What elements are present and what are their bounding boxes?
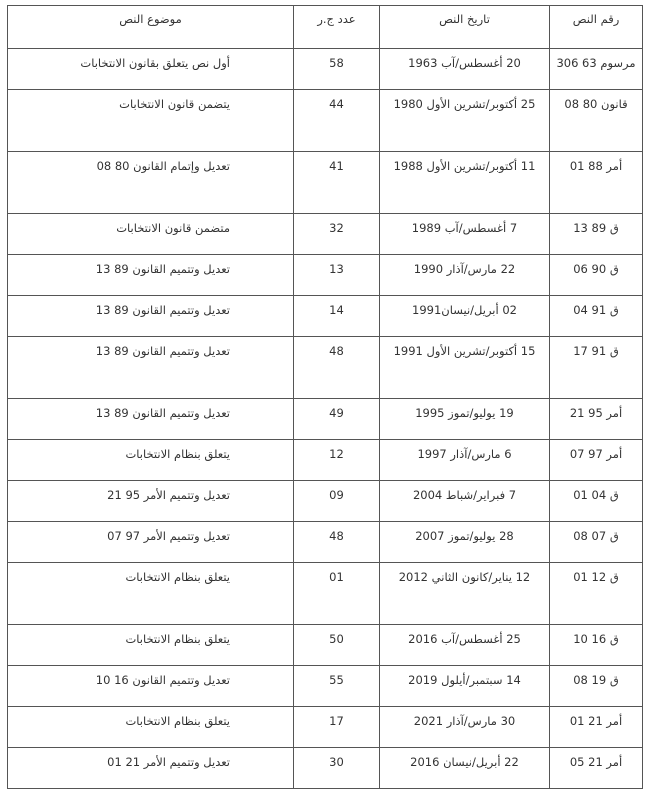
table-row <box>8 666 643 707</box>
cell-text-date: 12 يناير/كانون الثاني 2012 <box>380 563 550 625</box>
cell-journal-number: 01 <box>294 563 380 625</box>
table-row <box>8 399 643 440</box>
cell-journal-number: 12 <box>294 440 380 481</box>
cell-text-date: 30 مارس/آذار 2021 <box>380 707 550 748</box>
table-row <box>8 214 643 255</box>
cell-text-date: 14 سبتمبر/أيلول 2019 <box>380 666 550 707</box>
cell-text-number: ق 04 01 <box>550 481 643 522</box>
table-row <box>8 49 643 90</box>
cell-journal-number: 30 <box>294 748 380 789</box>
table-row <box>8 481 643 522</box>
cell-journal-number: 55 <box>294 666 380 707</box>
table-row <box>8 90 643 152</box>
cell-text-subject: تعديل وتتميم القانون 89 13 <box>8 337 294 399</box>
table-row <box>8 563 643 625</box>
cell-text-number: أمر 21 01 <box>550 707 643 748</box>
cell-journal-number: 32 <box>294 214 380 255</box>
cell-text-date: 22 مارس/آذار 1990 <box>380 255 550 296</box>
cell-journal-number: 49 <box>294 399 380 440</box>
table-row <box>8 707 643 748</box>
cell-text-number: قانون 80 08 <box>550 90 643 152</box>
header-text-subject: موضوع النص <box>8 6 294 49</box>
cell-text-subject: تعديل وإتمام القانون 80 08 <box>8 152 294 214</box>
table-header-row <box>8 6 643 49</box>
cell-journal-number: 17 <box>294 707 380 748</box>
cell-text-subject: تعديل وتتميم الأمر 95 21 <box>8 481 294 522</box>
cell-journal-number: 09 <box>294 481 380 522</box>
cell-journal-number: 48 <box>294 337 380 399</box>
table-row <box>8 522 643 563</box>
cell-text-subject: يتضمن قانون الانتخابات <box>8 90 294 152</box>
cell-text-date: 11 أكتوبر/تشرين الأول 1988 <box>380 152 550 214</box>
cell-text-date: 7 فبراير/شباط 2004 <box>380 481 550 522</box>
cell-text-number: ق 07 08 <box>550 522 643 563</box>
cell-text-subject: تعديل وتتميم الأمر 97 07 <box>8 522 294 563</box>
cell-text-number: ق 19 08 <box>550 666 643 707</box>
cell-text-subject: يتعلق بنظام الانتخابات <box>8 625 294 666</box>
header-official-journal-number: عدد ج.ر <box>294 6 380 49</box>
cell-journal-number: 44 <box>294 90 380 152</box>
cell-text-subject: تعديل وتتميم القانون 89 13 <box>8 296 294 337</box>
cell-text-date: 25 أكتوبر/تشرين الأول 1980 <box>380 90 550 152</box>
table-row <box>8 255 643 296</box>
cell-text-number: أمر 88 01 <box>550 152 643 214</box>
cell-text-subject: تعديل وتتميم القانون 16 10 <box>8 666 294 707</box>
header-text-date: تاريخ النص <box>380 6 550 49</box>
cell-text-number: أمر 97 07 <box>550 440 643 481</box>
cell-text-number: ق 16 10 <box>550 625 643 666</box>
table-row <box>8 748 643 789</box>
cell-text-date: 15 أكتوبر/تشرين الأول 1991 <box>380 337 550 399</box>
cell-text-date: 20 أغسطس/آب 1963 <box>380 49 550 90</box>
cell-text-date: 22 أبريل/نيسان 2016 <box>380 748 550 789</box>
cell-text-subject: يتعلق بنظام الانتخابات <box>8 440 294 481</box>
cell-text-subject: يتعلق بنظام الانتخابات <box>8 707 294 748</box>
cell-text-date: 02 أبريل/نيسان1991 <box>380 296 550 337</box>
cell-text-subject: أول نص يتعلق بقانون الانتخابات <box>8 49 294 90</box>
cell-text-date: 7 أغسطس/آب 1989 <box>380 214 550 255</box>
cell-text-number: أمر 21 05 <box>550 748 643 789</box>
cell-journal-number: 41 <box>294 152 380 214</box>
cell-journal-number: 48 <box>294 522 380 563</box>
cell-journal-number: 58 <box>294 49 380 90</box>
cell-text-number: ق 89 13 <box>550 214 643 255</box>
table-row <box>8 152 643 214</box>
cell-text-date: 19 يوليو/تموز 1995 <box>380 399 550 440</box>
table-row <box>8 337 643 399</box>
cell-journal-number: 50 <box>294 625 380 666</box>
table-row <box>8 296 643 337</box>
cell-journal-number: 13 <box>294 255 380 296</box>
cell-text-number: ق 91 17 <box>550 337 643 399</box>
cell-text-subject: تعديل وتتميم الأمر 21 01 <box>8 748 294 789</box>
cell-text-date: 6 مارس/آذار 1997 <box>380 440 550 481</box>
cell-text-number: ق 12 01 <box>550 563 643 625</box>
cell-text-date: 25 أغسطس/آب 2016 <box>380 625 550 666</box>
cell-text-subject: تعديل وتتميم القانون 89 13 <box>8 399 294 440</box>
cell-text-subject: متضمن قانون الانتخابات <box>8 214 294 255</box>
cell-text-number: ق 91 04 <box>550 296 643 337</box>
table-row <box>8 625 643 666</box>
cell-text-number: أمر 95 21 <box>550 399 643 440</box>
table-row <box>8 440 643 481</box>
election-laws-table <box>7 5 643 789</box>
cell-text-subject: يتعلق بنظام الانتخابات <box>8 563 294 625</box>
cell-journal-number: 14 <box>294 296 380 337</box>
header-text-number: رقم النص <box>550 6 643 49</box>
cell-text-number: مرسوم 63 306 <box>550 49 643 90</box>
cell-text-number: ق 90 06 <box>550 255 643 296</box>
cell-text-subject: تعديل وتتميم القانون 89 13 <box>8 255 294 296</box>
cell-text-date: 28 يوليو/تموز 2007 <box>380 522 550 563</box>
